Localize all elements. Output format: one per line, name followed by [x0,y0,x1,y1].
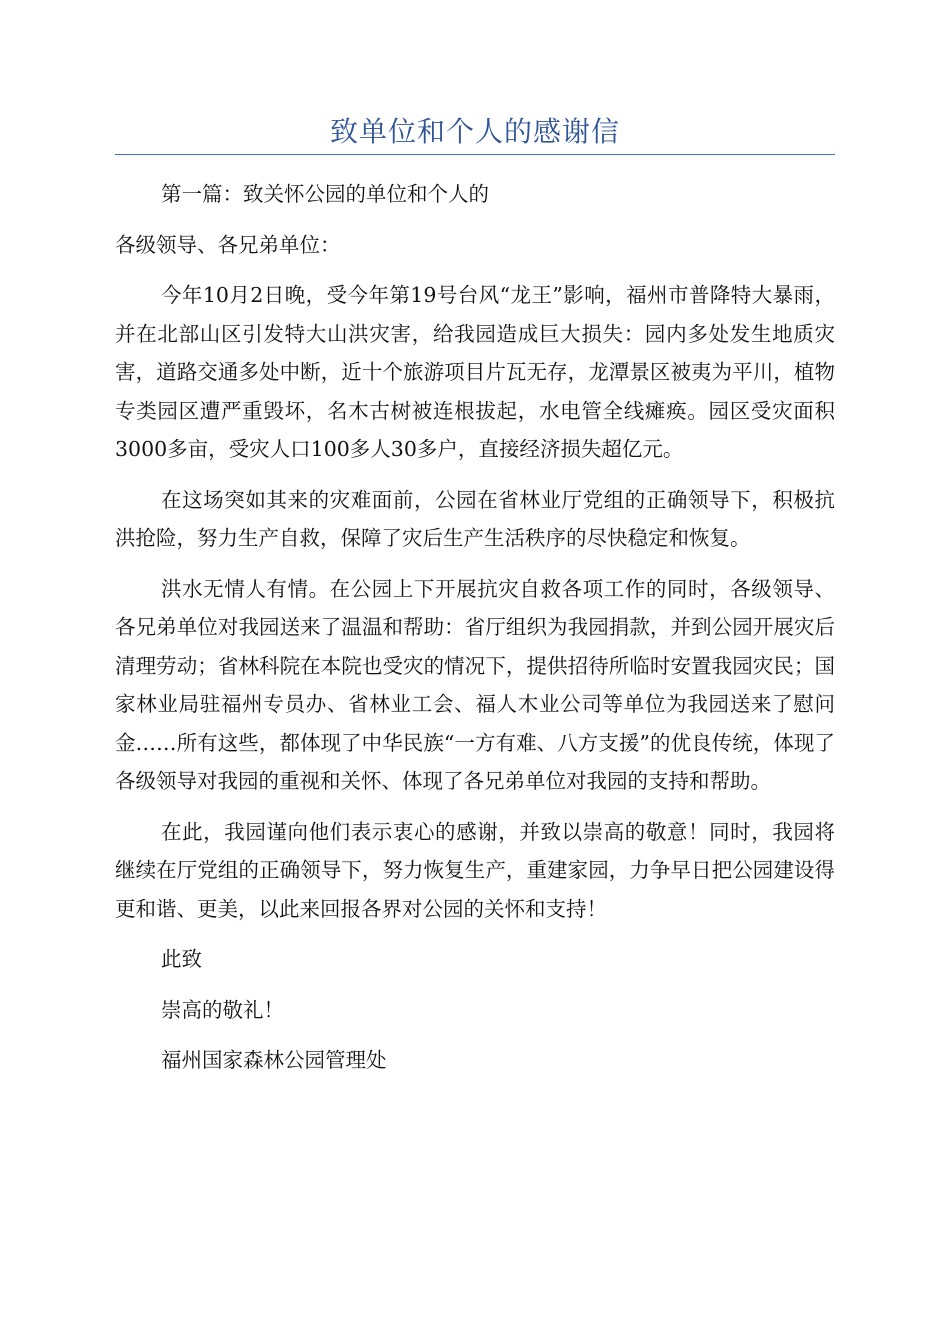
closing-line-1: 此致 [161,947,202,971]
paragraph-3: 洪水无情人有情。在公园上下开展抗灾自救各项工作的同时，各级领导、各兄弟单位对我园送来了温温和帮助：省厅组织为我园捐款，并到公园开展灾后清理劳动；省林科院在本院也受灾的情况下，提供招待所临时安置我园灾民；国家林业局驻福州专员办、省林业工会、福人木业公司等单位为我园送来了慰问金……所有这些，都体现了中华民族“一方有难、八方支援”的优良传统，体现了各级领导对我园的重视和关怀、体现了各兄弟单位对我园的支持和帮助。 [115,576,835,793]
document-body [115,175,835,1092]
paragraph-1: 今年10月2日晚，受今年第19号台风“龙王”影响，福州市普降特大暴雨，并在北部山区引发特大山洪灾害，给我园造成巨大损失：园内多处发生地质灾害，道路交通多处中断，近十个旅游项目片瓦无存，龙潭景区被夷为平川，植物专类园区遭严重毁坏，名木古树被连根拔起，水电管全线瘫痪。园区受灾面积3000多亩，受灾人口100多人30多户，直接经济损失超亿元。 [115,283,835,461]
chapter-heading: 第一篇：致关怀公园的单位和个人的 [161,182,489,206]
paragraph-2: 在这场突如其来的灾难面前，公园在省林业厅党组的正确领导下，积极抗洪抢险，努力生产自救，保障了灾后生产生活秩序的尽快稳定和恢复。 [115,487,835,550]
closing-line-2: 崇高的敬礼！ [161,997,284,1022]
signature: 福州国家森林公园管理处 [161,1048,387,1072]
salutation: 各级领导、各兄弟单位： [115,232,341,257]
document-title: 致单位和个人的感谢信 [329,115,620,148]
paragraph-4: 在此，我园谨向他们表示衷心的感谢，并致以崇高的敬意！同时，我园将继续在厅党组的正确领导下，努力恢复生产，重建家园，力争早日把公园建设得更和谐、更美，以此来回报各界对公园的关怀和支持！ [115,819,835,921]
title-underline [115,154,835,155]
